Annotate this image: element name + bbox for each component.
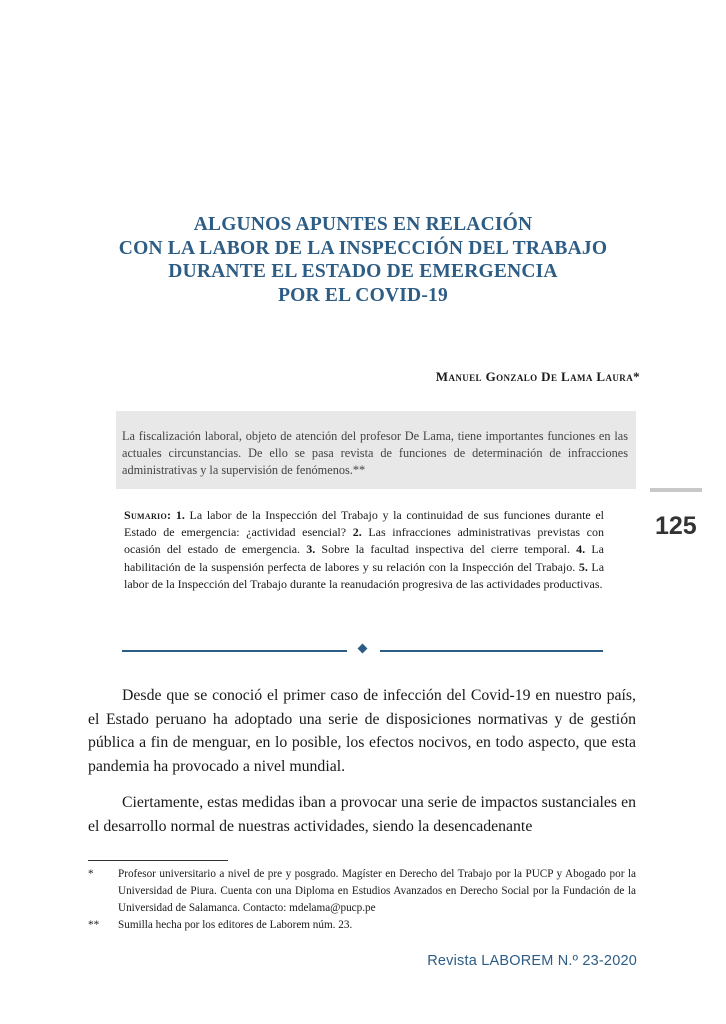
summary-item-text: Sobre la facultad inspectiva del cierre temporal. bbox=[321, 542, 570, 557]
abstract-text: La fiscalización laboral, objeto de atención del profesor De Lama, tiene importantes funciones en las actuales circunstancias. De ello se pasa revista de funciones de determinación de infracciones administrativas y la supervisión de fenómenos.** bbox=[122, 429, 628, 477]
footnote bbox=[88, 866, 636, 917]
article-title bbox=[60, 213, 666, 307]
footnote-text: Sumilla hecha por los editores de Laborem núm. 23. bbox=[118, 919, 353, 931]
footnotes bbox=[88, 866, 636, 934]
footnote-mark: * bbox=[88, 868, 94, 880]
abstract-box bbox=[116, 411, 636, 489]
summary-label: Sumario: bbox=[124, 508, 172, 522]
footnote-rule bbox=[88, 860, 228, 861]
author-name: Manuel Gonzalo De Lama Laura* bbox=[435, 369, 640, 384]
journal-footer: Revista LABOREM N.º 23-2020 bbox=[427, 953, 637, 969]
footnote bbox=[88, 917, 636, 934]
summary-item-num: 2. bbox=[352, 525, 362, 540]
divider-line-left bbox=[122, 650, 347, 652]
body-text bbox=[88, 684, 636, 852]
summary-item-text: Las infracciones administrativas previstas con ocasión del estado de emergencia. bbox=[124, 525, 604, 557]
summary bbox=[124, 507, 604, 593]
divider-line-right bbox=[380, 650, 603, 652]
page-number: 125 bbox=[655, 512, 697, 540]
summary-item-text: La labor de la Inspección del Trabajo durante la reanudación progresiva de las actividades productivas. bbox=[124, 559, 605, 591]
summary-item-text: La labor de la Inspección del Trabajo y la continuidad de sus funciones durante el Estado de emergencia: ¿actividad esencial? bbox=[124, 508, 605, 540]
footnote-text: Profesor universitario a nivel de pre y posgrado. Magíster en Derecho del Trabajo por la PUCP y Abogado por la Universidad de Piura. Cuenta con una Diploma en Estudios Avanzados en Derecho Social por la Fundación de la Universidad de Salamanca. Contacto: mdelama@pucp.pe bbox=[118, 868, 636, 914]
body-paragraph: Desde que se conoció el primer caso de infección del Covid-19 en nuestro país, el Estado peruano ha adoptado una serie de disposiciones normativas y de gestión pública a fin de menguar, en lo posible, los efectos nocivos, en todo aspecto, que esta pandemia ha provocado a nivel mundial. bbox=[88, 687, 636, 775]
summary-item-text: La habilitación de la suspensión perfecta de labores y su relación con la Inspección del Trabajo. bbox=[124, 542, 604, 574]
divider-diamond-icon bbox=[358, 644, 368, 654]
summary-item-num: 4. bbox=[576, 542, 586, 557]
summary-item-num: 3. bbox=[306, 542, 316, 557]
title-line-3: DURANTE EL ESTADO DE EMERGENCIA bbox=[168, 261, 558, 282]
title-line-2: CON LA LABOR DE LA INSPECCIÓN DEL TRABAJO bbox=[118, 237, 608, 259]
title-line-1: ALGUNOS APUNTES EN RELACIÓN bbox=[193, 214, 533, 235]
summary-item-num: 1. bbox=[175, 508, 185, 522]
footnote-mark: ** bbox=[88, 919, 100, 931]
summary-item-num: 5. bbox=[578, 559, 588, 574]
title-line-4: POR EL COVID-19 bbox=[278, 284, 448, 306]
page-side-bar bbox=[650, 488, 702, 492]
body-paragraph: Ciertamente, estas medidas iban a provocar una serie de impactos sustanciales en el desarrollo normal de nuestras actividades, siendo la desencadenante bbox=[88, 794, 636, 835]
